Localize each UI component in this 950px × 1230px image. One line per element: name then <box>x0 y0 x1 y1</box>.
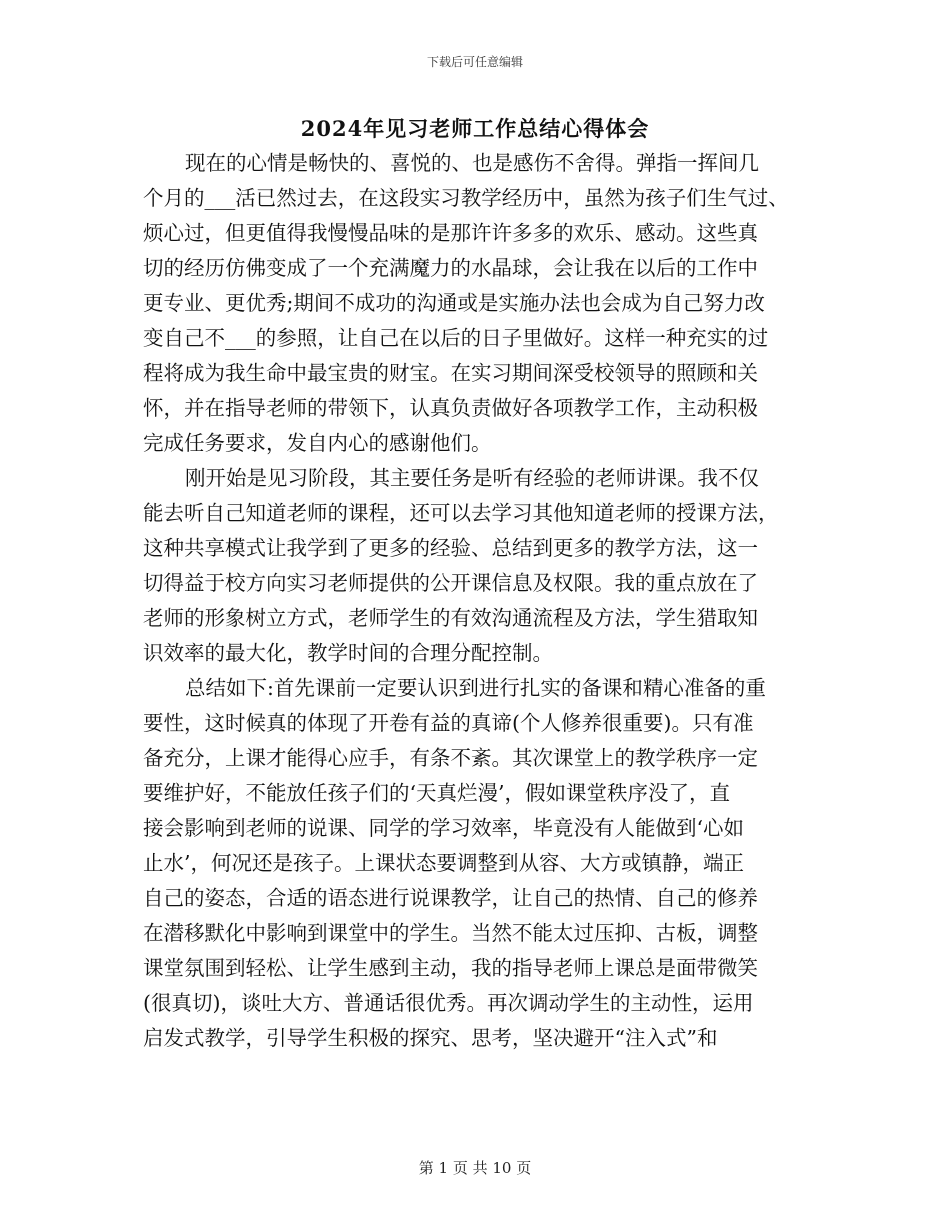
header-note: 下载后可任意编辑 <box>426 55 523 69</box>
paragraph-2-line-2: 能去听自己知道老师的课程，还可以去学习其他知道老师的授课方法， <box>143 501 779 525</box>
paragraph-3-line-11: 启发式教学，引导学生积极的探究、思考，坚决避开“注入式”和 <box>143 1026 718 1050</box>
paragraph-1-line-4: 切的经历仿佛变成了一个充满魔力的水晶球，会让我在以后的工作中 <box>143 256 758 280</box>
paragraph-3-line-7: 自己的姿态，合适的语态进行说课教学，让自己的热情、自己的修养 <box>143 886 758 910</box>
paragraph-1-line-5: 更专业、更优秀;期间不成功的沟通或是实施办法也会成为自己努力改 <box>143 291 765 315</box>
paragraph-2-line-3: 这种共享模式让我学到了更多的经验、总结到更多的教学方法，这一 <box>143 536 758 560</box>
paragraph-1-line-9: 完成任务要求，发自内心的感谢他们。 <box>143 431 492 455</box>
paragraph-1-line-3: 烦心过，但更值得我慢慢品味的是那许许多多的欢乐、感动。这些真 <box>143 221 758 245</box>
paragraph-3-line-2: 要性，这时候真的体现了开卷有益的真谛(个人修养很重要)。只有准 <box>143 711 754 735</box>
paragraph-3-line-10: (很真切)，谈吐大方、普通话很优秀。再次调动学生的主动性，运用 <box>143 991 754 1015</box>
paragraph-1-line-6: 变自己不___的参照，让自己在以后的日子里做好。这样一种充实的过 <box>143 326 769 350</box>
paragraph-2-line-1: 刚开始是见习阶段，其主要任务是听有经验的老师讲课。我不仅 <box>185 466 759 490</box>
document-body <box>143 146 823 1056</box>
paragraph-3-line-5: 接会影响到老师的说课、同学的学习效率，毕竟没有人能做到‘心如 <box>143 816 745 840</box>
paragraph-3-line-1: 总结如下:首先课前一定要认识到进行扎实的备课和精心准备的重 <box>185 676 766 700</box>
paragraph-3-line-4: 要维护好，不能放任孩子们的‘天真烂漫’，假如课堂秩序没了，直 <box>143 781 731 805</box>
paragraph-3-line-3: 备充分，上课才能得心应手，有条不紊。其次课堂上的教学秩序一定 <box>143 746 758 770</box>
paragraph-1-line-2: 个月的___活已然过去，在这段实习教学经历中，虽然为孩子们生气过、 <box>143 186 789 210</box>
paragraph-1-line-1: 现在的心情是畅快的、喜悦的、也是感伤不舍得。弹指一挥间几 <box>185 151 759 175</box>
paragraph-3-line-6: 止水’，何况还是孩子。上课状态要调整到从容、大方或镇静，端正 <box>143 851 745 875</box>
paragraph-2-line-4: 切得益于校方向实习老师提供的公开课信息及权限。我的重点放在了 <box>143 571 758 595</box>
paragraph-1-line-7: 程将成为我生命中最宝贵的财宝。在实习期间深受校领导的照顾和关 <box>143 361 758 385</box>
paragraph-3-line-9: 课堂氛围到轻松、让学生感到主动，我的指导老师上课总是面带微笑 <box>143 956 758 980</box>
paragraph-1-line-8: 怀，并在指导老师的带领下，认真负责做好各项教学工作，主动积极 <box>143 396 758 420</box>
paragraph-2-line-6: 识效率的最大化，教学时间的合理分配控制。 <box>143 641 553 665</box>
page-number-footer: 第 1 页 共 10 页 <box>418 1159 532 1177</box>
document-title: 2024年见习老师工作总结心得体会 <box>300 116 650 141</box>
paragraph-2-line-5: 老师的形象树立方式，老师学生的有效沟通流程及方法，学生猎取知 <box>143 606 758 630</box>
paragraph-3-line-8: 在潜移默化中影响到课堂中的学生。当然不能太过压抑、古板，调整 <box>143 921 758 945</box>
